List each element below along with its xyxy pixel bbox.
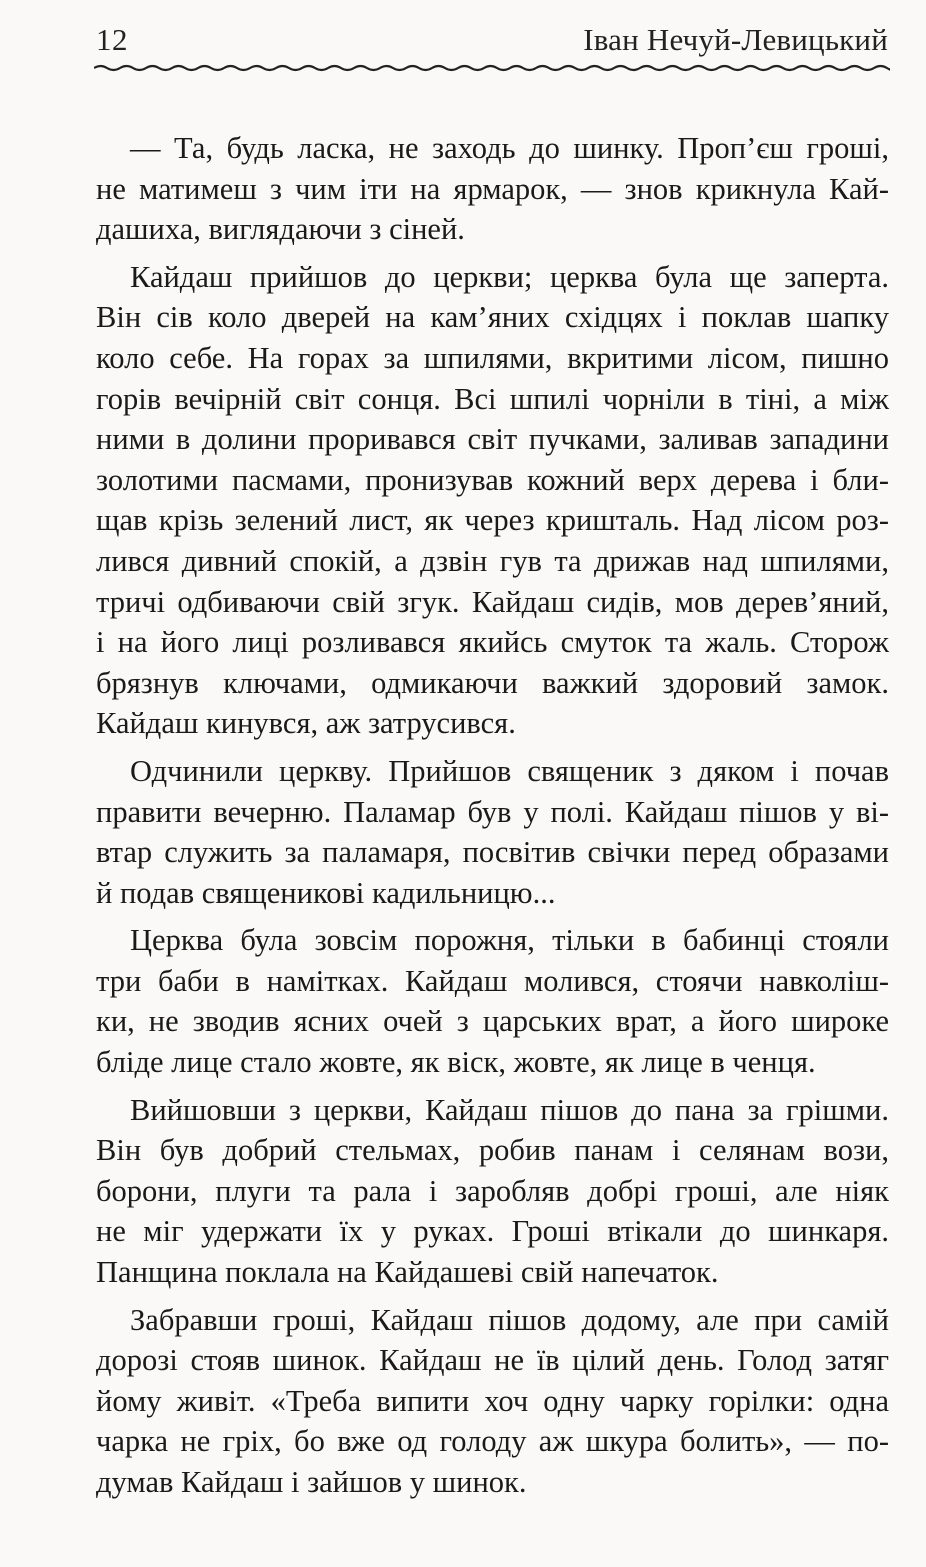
text-line: Одчинили церкву. Прийшов священик з дяком і почав xyxy=(130,753,889,788)
text-line: три баби в намітках. Кайдаш молився, стоячи навколіш- xyxy=(96,963,889,998)
text-line: правити вечерню. Паламар був у полі. Кайдаш пішов у ві- xyxy=(96,794,889,829)
paragraph xyxy=(96,257,889,744)
text-line: горів вечірній світ сонця. Всі шпилі чорніли в тіні, а між xyxy=(96,381,889,416)
text-line: йому живіт. «Треба випити хоч одну чарку горілки: одна xyxy=(96,1383,889,1418)
text-line: бліде лице стало жовте, як віск, жовте, як лице в ченця. xyxy=(96,1045,816,1080)
text-line: не матимеш з чим іти на ярмарок, — знов крикнула Кай- xyxy=(96,171,889,206)
text-line: Вийшовши з церкви, Кайдаш пішов до пана за грішми. xyxy=(130,1092,889,1127)
text-line: ними в долини проривався світ пучками, заливав западини xyxy=(96,422,889,457)
running-head: Іван Нечуй-Левицький xyxy=(583,22,888,57)
paragraph xyxy=(96,1090,889,1293)
text-line: лився дивний спокій, а дзвін гув та дрижав над шпилями, xyxy=(96,543,889,578)
text-line: чарка не гріх, бо вже од голоду аж шкура болить», — по- xyxy=(96,1424,889,1459)
text-line: не міг удержати їх у руках. Гроші втікали до шинкаря. xyxy=(96,1214,889,1249)
body-text xyxy=(96,128,889,1510)
text-line: Він сів коло дверей на кам’яних східцях і поклав шапку xyxy=(96,300,889,335)
paragraph xyxy=(96,751,889,913)
text-line: брязнув ключами, одмикаючи важкий здоровий замок. xyxy=(96,665,889,700)
text-line: ки, не зводив ясних очей з царських врат, а його широке xyxy=(96,1004,889,1039)
text-line: і на його лиці розливався якийсь смуток та жаль. Сторож xyxy=(96,625,889,660)
wavy-rule xyxy=(94,60,890,76)
text-line: Церква була зовсім порожня, тільки в бабинці стояли xyxy=(130,923,889,958)
text-line: коло себе. На горах за шпилями, вкритими лісом, пишно xyxy=(96,340,889,375)
text-line: Кайдаш кинувся, аж затрусився. xyxy=(96,706,516,741)
text-line: й подав священикові кадильницю... xyxy=(96,875,556,910)
text-line: золотими пасмами, пронизував кожний верх дерева і бли- xyxy=(96,462,889,497)
page-number: 12 xyxy=(96,22,128,57)
paragraph xyxy=(96,920,889,1082)
text-line: борони, плуги та рала і заробляв добрі гроші, але ніяк xyxy=(96,1173,889,1208)
page-header xyxy=(96,14,888,58)
paragraph xyxy=(96,128,889,250)
text-line: Він був добрий стельмах, робив панам і селянам вози, xyxy=(96,1133,889,1168)
text-line: дорозі стояв шинок. Кайдаш не їв цілий день. Голод затяг xyxy=(96,1343,889,1378)
text-line: втар служить за паламаря, посвітив свічки перед образами xyxy=(96,835,889,870)
text-line: Забравши гроші, Кайдаш пішов додому, але при самій xyxy=(130,1302,889,1337)
text-line: Панщина поклала на Кайдашеві свій напечаток. xyxy=(96,1255,719,1290)
text-line: думав Кайдаш і зайшов у шинок. xyxy=(96,1465,527,1499)
text-line: Кайдаш прийшов до церкви; церква була ще заперта. xyxy=(130,259,889,294)
paragraph xyxy=(96,1300,889,1503)
text-line: тричі одбиваючи свій згук. Кайдаш сидів, мов дерев’яний, xyxy=(96,584,889,619)
text-line: дашиха, виглядаючи з сіней. xyxy=(96,212,465,247)
text-line: — Та, будь ласка, не заходь до шинку. Проп’єш гроші, xyxy=(130,131,889,165)
text-line: щав крізь зелений лист, як через кришталь. Над лісом роз- xyxy=(96,503,889,538)
